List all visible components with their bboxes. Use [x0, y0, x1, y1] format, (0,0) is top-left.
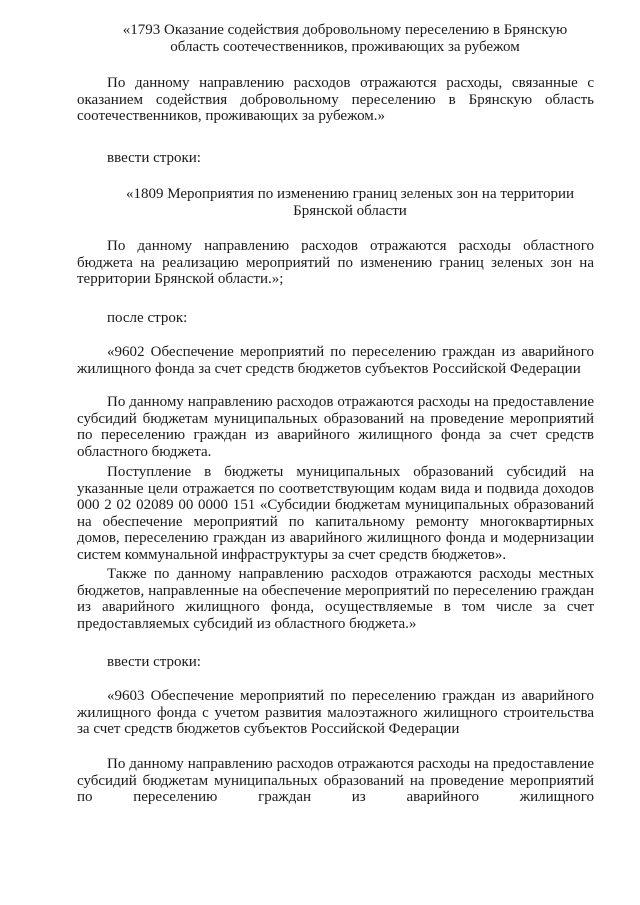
paragraph-1793: По данному направлению расходов отражаются расходы, связанные с оказанием содействия добровольному переселению в Брянскую область соотечественников, проживающих за рубежом.» [77, 75, 594, 124]
instruction-insert-lines-1: ввести строки: [107, 150, 201, 166]
instruction-insert-lines-2: ввести строки: [107, 654, 201, 670]
heading-1793: «1793 Оказание содействия добровольному переселению в Брянскую область соотечественников, проживающих за рубежом [122, 22, 568, 55]
heading-1809: «1809 Мероприятия по изменению границ зеленых зон на территории Брянской области [125, 186, 575, 219]
heading-9603: «9603 Обеспечение мероприятий по переселению граждан из аварийного жилищного фонда с учетом развития малоэтажного жилищного строительства за счет средств бюджетов субъектов Российской Федерации [77, 688, 594, 737]
paragraph-9602-a: По данному направлению расходов отражаются расходы на предоставление субсидий бюджетам муниципальных образований на проведение мероприятий по переселению граждан из аварийного жилищного фонда за счет средств областного бюджета. [77, 394, 594, 460]
paragraph-9602-c: Также по данному направлению расходов отражаются расходы местных бюджетов, направленные на обеспечение мероприятий по переселению граждан из аварийного жилищного фонда, осуществляемые в том числе за счет предоставляемых субсидий из областного бюджета.» [77, 566, 594, 632]
paragraph-9603: По данному направлению расходов отражаются расходы на предоставление субсидий бюджетам муниципальных образований на проведение мероприятий по переселению граждан из аварийного жилищного [77, 756, 594, 805]
instruction-after-lines: после строк: [107, 310, 188, 326]
heading-9602: «9602 Обеспечение мероприятий по переселению граждан из аварийного жилищного фонда за счет средств бюджетов субъектов Российской Федерации [77, 344, 594, 377]
paragraph-9602-b: Поступление в бюджеты муниципальных образований субсидий на указанные цели отражается по соответствующим кодам вида и подвида доходов 000 2 02 02089 00 0000 151 «Субсидии бюджетам муниципальных образований на обеспечение мероприятий по капитальному ремонту многоквартирных домов, переселению граждан из аварийного жилищного фонда и модернизации систем коммунальной инфраструктуры за счет средств бюджетов». [77, 464, 594, 563]
paragraph-1809: По данному направлению расходов отражаются расходы областного бюджета на реализацию мероприятий по изменению границ зеленых зон на территории Брянской области.»; [77, 238, 594, 287]
